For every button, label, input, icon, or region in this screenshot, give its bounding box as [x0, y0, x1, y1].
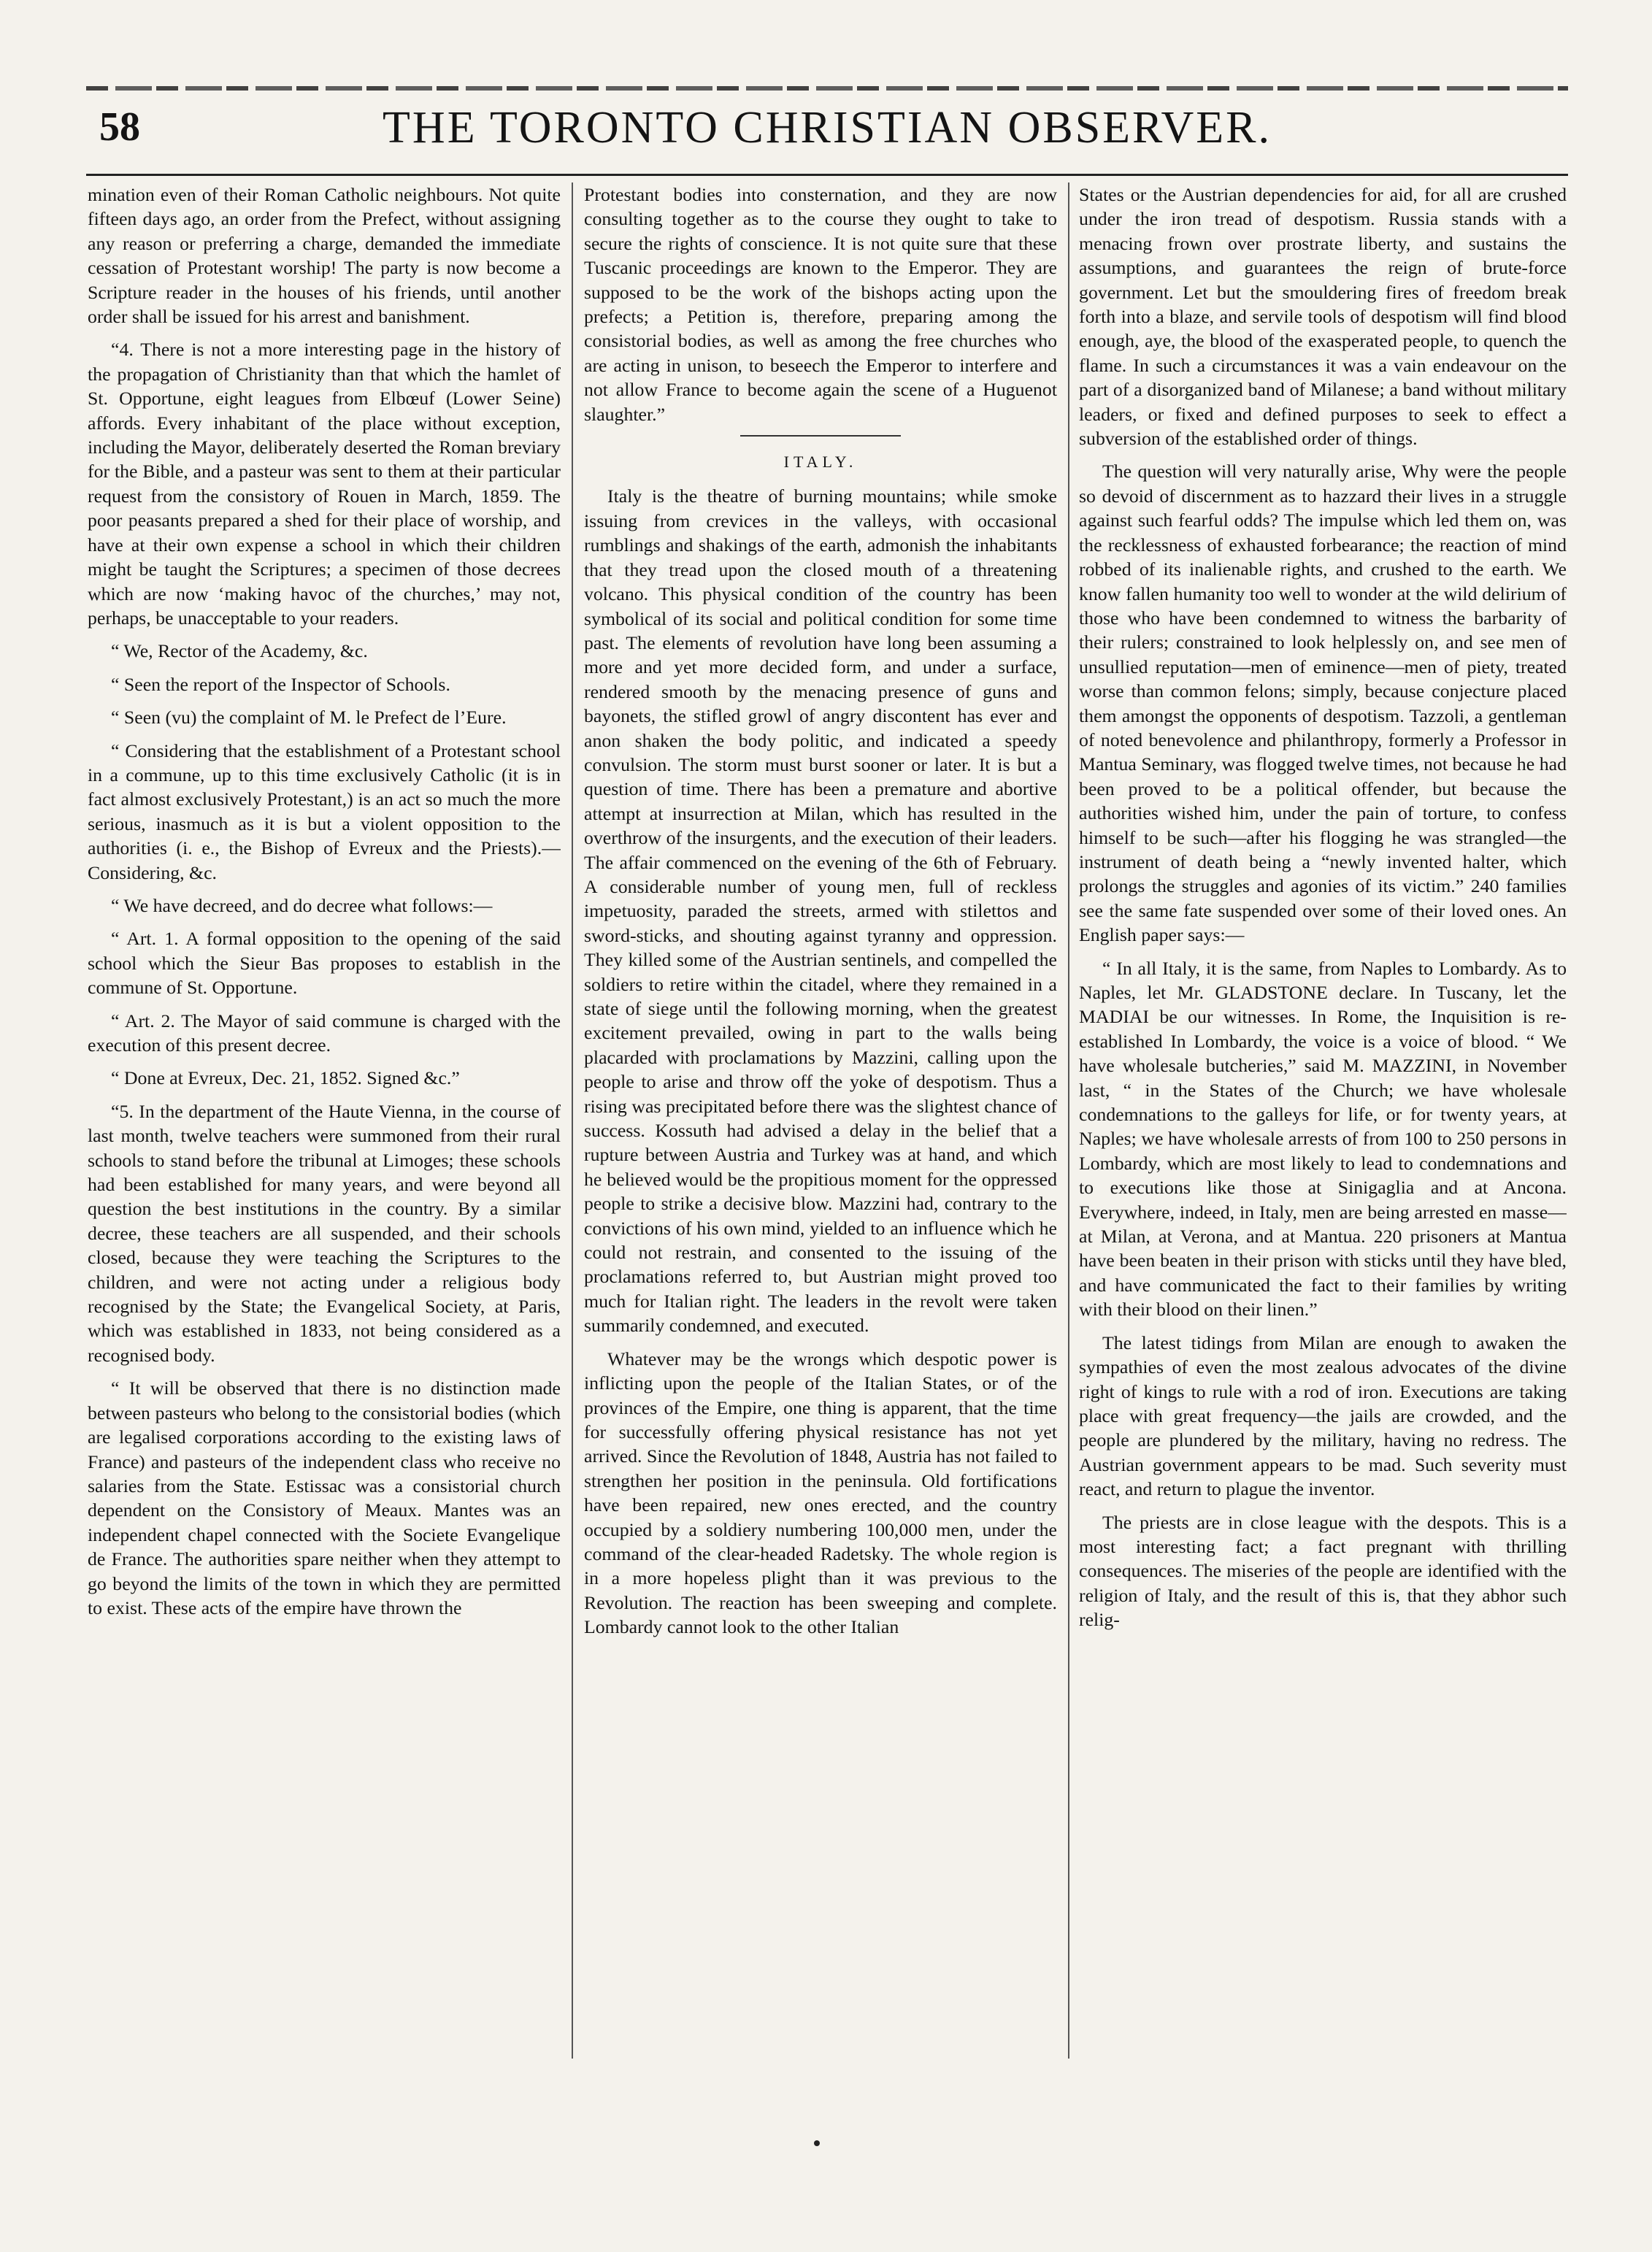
paragraph: “ In all Italy, it is the same, from Naples to Lombardy. As to Naples, let Mr. GLADSTONE declare. In Tuscany, let the MADIAI be our witnesses. In Rome, the Inquisition is re-established In Lombardy, the voice is a voice of blood. “ We have wholesale butcheries,” said M. MAZZINI, in November last, “ in the States of the Church; we have wholesale condemnations to the galleys for life, or for twenty years, at Naples; we have wholesale arrests of from 100 to 250 persons in Lombardy, which are most likely to lead to condemnations and to executions like those at Sinigaglia and at Ancona. Everywhere, indeed, in Italy, men are being arrested en masse—at Milan, at Verona, and at Mantua. 220 prisoners at Mantua have been beaten in their prison with sticks until they have bled, and have communicated the fact to their families by writing with their blood on their linen.” — [1079, 957, 1567, 1321]
paragraph: “ Art. 2. The Mayor of said commune is charged with the execution of this present decree. — [88, 1010, 561, 1056]
paragraph: “ Done at Evreux, Dec. 21, 1852. Signed &c.” — [111, 1067, 460, 1089]
paragraph: mination even of their Roman Catholic neighbours. Not quite fifteen days ago, an order from the Prefect, without assigning any reason or preferring a charge, demanded the immediate cessation of Protestant worship! The party is now become a Scripture reader in the houses of his friends, until another order shall be issued for his arrest and banishment. — [88, 184, 561, 328]
paragraph: “ Art. 1. A formal opposition to the opening of the said school which the Sieur Bas proposes to establish in the commune of St. Opportune. — [88, 928, 561, 999]
paragraph: Whatever may be the wrongs which despotic power is inflicting upon the people of the Italian States, or of the provinces of the Empire, one thing is apparent, that the time for successfully offering physical resistance has not yet arrived. Since the Revolution of 1848, Austria has not failed to strengthen her position in the peninsula. Old fortifications have been repaired, new ones erected, and the country occupied by a soldiery numbering 100,000 men, under the command of the clear-headed Radetsky. The whole region is in a more hopeless plight than it was previous to the Revolution. The reaction has been sweeping and complete. Lombardy cannot look to the other Italian — [584, 1348, 1057, 1638]
stray-ink-dot — [814, 2140, 820, 2146]
page-header — [86, 102, 1568, 175]
column-3 — [1079, 182, 1567, 2059]
section-heading-italy: ITALY. — [783, 453, 858, 472]
paragraph: The priests are in close league with the despots. This is a most interesting fact; a fact pregnant with thrilling consequences. The miseries of the people are identified with the religion of Italy, and the result of this is, that they abhor such relig- — [1079, 1511, 1567, 1631]
paragraph: “ We, Rector of the Academy, &c. — [111, 640, 368, 662]
paragraph: “ We have decreed, and do decree what follows:— — [111, 894, 493, 916]
page-number: 58 — [99, 104, 140, 150]
paragraph: “ Seen the report of the Inspector of Schools. — [111, 673, 450, 695]
paragraph: States or the Austrian dependencies for aid, for all are crushed under the iron tread of despotism. Russia stands with a menacing frown over prostrate liberty, and sustains the assumptions, and guarantees the reign of brute-force government. Let but the smouldering fires of freedom break forth into a blaze, and servile tools of despotism will find blood enough, aye, the blood of the exasperated people, to quench the flame. In such a circumstances it was a vain endeavour on the part of a disorganized band of Milanese; a band without military leaders, or fixed and defined purposes to seek to effect a subversion of the established order of things. — [1079, 184, 1567, 450]
top-ornamental-rule — [86, 86, 1568, 91]
header-rule — [86, 174, 1568, 176]
column-divider — [1068, 182, 1069, 2059]
paragraph: “5. In the department of the Haute Vienna, in the course of last month, twelve teachers were summoned from their rural schools to stand before the tribunal at Limoges; these schools had been established for many years, and were beyond all question the best institutions in the country. By a similar decree, these teachers are all suspended, and their schools closed, because they were teaching the Scriptures to the children, and were not acting under a religious body recognised by the State; the Evangelical Society, at Paris, which was established in 1833, not being considered as a recognised body. — [88, 1100, 561, 1366]
paragraph: “ Considering that the establishment of a Protestant school in a commune, up to this time exclusively Catholic (it is in fact almost exclusively Protestant,) is an act so much the more serious, inasmuch as it is but a violent opposition to the authorities (i. e., the Bishop of Evreux and the Priests).—Considering, &c. — [88, 739, 561, 883]
paragraph: “ Seen (vu) the complaint of M. le Prefect de l’Eure. — [111, 707, 507, 729]
column-divider — [572, 182, 573, 2059]
paragraph: The latest tidings from Milan are enough to awaken the sympathies of even the most zealous advocates of the divine right of kings to rule with a rod of iron. Executions are taking place with great frequency—the jails are crowded, and the people are plundered by the military, having no redress. The Austrian government appears to be mad. Such severity must react, and return to plague the inventor. — [1079, 1331, 1567, 1500]
paragraph: Protestant bodies into consternation, and they are now consulting together as to the course they ought to take to secure the rights of conscience. It is not quite sure that these Tuscanic proceedings are known to the Emperor. They are supposed to be the work of the bishops acting upon the prefects; a Petition is, therefore, preparing among the consistorial bodies, as well as among the free churches who are acting in unison, to beseech the Emperor to interfere and not allow France to become again the scene of a Huguenot slaughter.” — [584, 184, 1057, 425]
paragraph: “ It will be observed that there is no distinction made between pasteurs who belong to the consistorial bodies (which are legalised corporations according to the existing laws of France) and pasteurs of the independent class who receive no salaries from the State. Estissac was a consistorial church dependent on the Consistory of Meaux. Mantes was an independent chapel connected with the Societe Evangelique de France. The authorities spare neither when they attempt to go beyond the limits of the town in which they are permitted to exist. These acts of the empire have thrown the — [88, 1377, 561, 1618]
paragraph: Italy is the theatre of burning mountains; while smoke issuing from crevices in the valleys, with occasional rumblings and shakings of the earth, admonish the inhabitants that they tread upon the closed mouth of a threatening volcano. This physical condition of the country has been symbolical of its social and political condition for some time past. The elements of revolution have long been assuming a more and yet more decided form, and under a surface, rendered smooth by the menacing presence of guns and bayonets, the stifled growl of angry discontent has ever and anon shaken the body politic, and indicated a speedy convulsion. The storm must burst sooner or later. It is but a question of time. There has been a premature and abortive attempt at insurrection at Milan, which has resulted in the overthrow of the insurgents, and the execution of their leaders. The affair commenced on the evening of the 6th of February. A considerable number of young men, full of reckless impetuosity, paraded the streets, armed with stilettos and sword-sticks, and shouting against tyranny and oppression. They killed some of the Austrian sentinels, and compelled the soldiers to retire within the citadel, where they remained in a state of siege until the following morning, when the greatest excitement prevailed, owing in part to the walls being placarded with proclamations by Mazzini, calling upon the people to arise and throw off the yoke of despotism. Thus a rising was precipitated before there was the slightest chance of success. Kossuth had advised a delay in the belief that a rupture between Austria and Turkey was at hand, and which he believed would be the propitious moment for the oppressed people to strike a decisive blow. Mazzini had, contrary to the convictions of his own mind, yielded to an influence which he could not restrain, and consented to the issuing of the proclamations referred to, but Austrian might proved too much for Italian right. The leaders in the revolt were taken summarily condemned, and executed. — [584, 485, 1057, 1337]
section-divider — [740, 435, 901, 437]
column-2 — [584, 182, 1057, 2059]
column-1 — [88, 182, 561, 2059]
masthead-title: THE TORONTO CHRISTIAN OBSERVER. — [383, 103, 1272, 153]
paragraph: “4. There is not a more interesting page in the history of the propagation of Christianity than that which the hamlet of St. Opportune, eight leagues from Elbœuf (Lower Seine) affords. Every inhabitant of the place without exception, including the Mayor, deliberately deserted the Roman breviary for the Bible, and a pasteur was sent to them at their particular request from the consistory of Rouen in March, 1859. The poor peasants prepared a shed for their place of worship, and have at their own expense a school in which their children might be taught the Scriptures; a specimen of those decrees which are now ‘making havoc of the churches,’ may not, perhaps, be unacceptable to your readers. — [88, 339, 561, 629]
paragraph: The question will very naturally arise, Why were the people so devoid of discernment as to hazzard their lives in a struggle against such fearful odds? The impulse which led them on, was the recklessness of exhausted forbearance; the reaction of mind robbed of its inalienable rights, and crushed to the earth. We know fallen humanity too well to wonder at the wild delirium of those who have been condemned to witness the barbarity of their rulers; constrained to look helplessly on, and see men of unsullied reputation—men of eminence—men of piety, treated worse than common felons; simply, because conjecture placed them amongst the opponents of despotism. Tazzoli, a gentleman of noted benevolence and philanthropy, formerly a Professor in Mantua Seminary, was flogged twelve times, not because he had been proved to be a political offender, but because the authorities wished him, under the pain of torture, to confess himself to be such—after his flogging he was strangled—the instrument of death being a “newly invented halter, which prolongs the struggles and agonies of its victim.” 240 families see the same fate suspended over some of their loved ones. An English paper says:— — [1079, 461, 1567, 946]
